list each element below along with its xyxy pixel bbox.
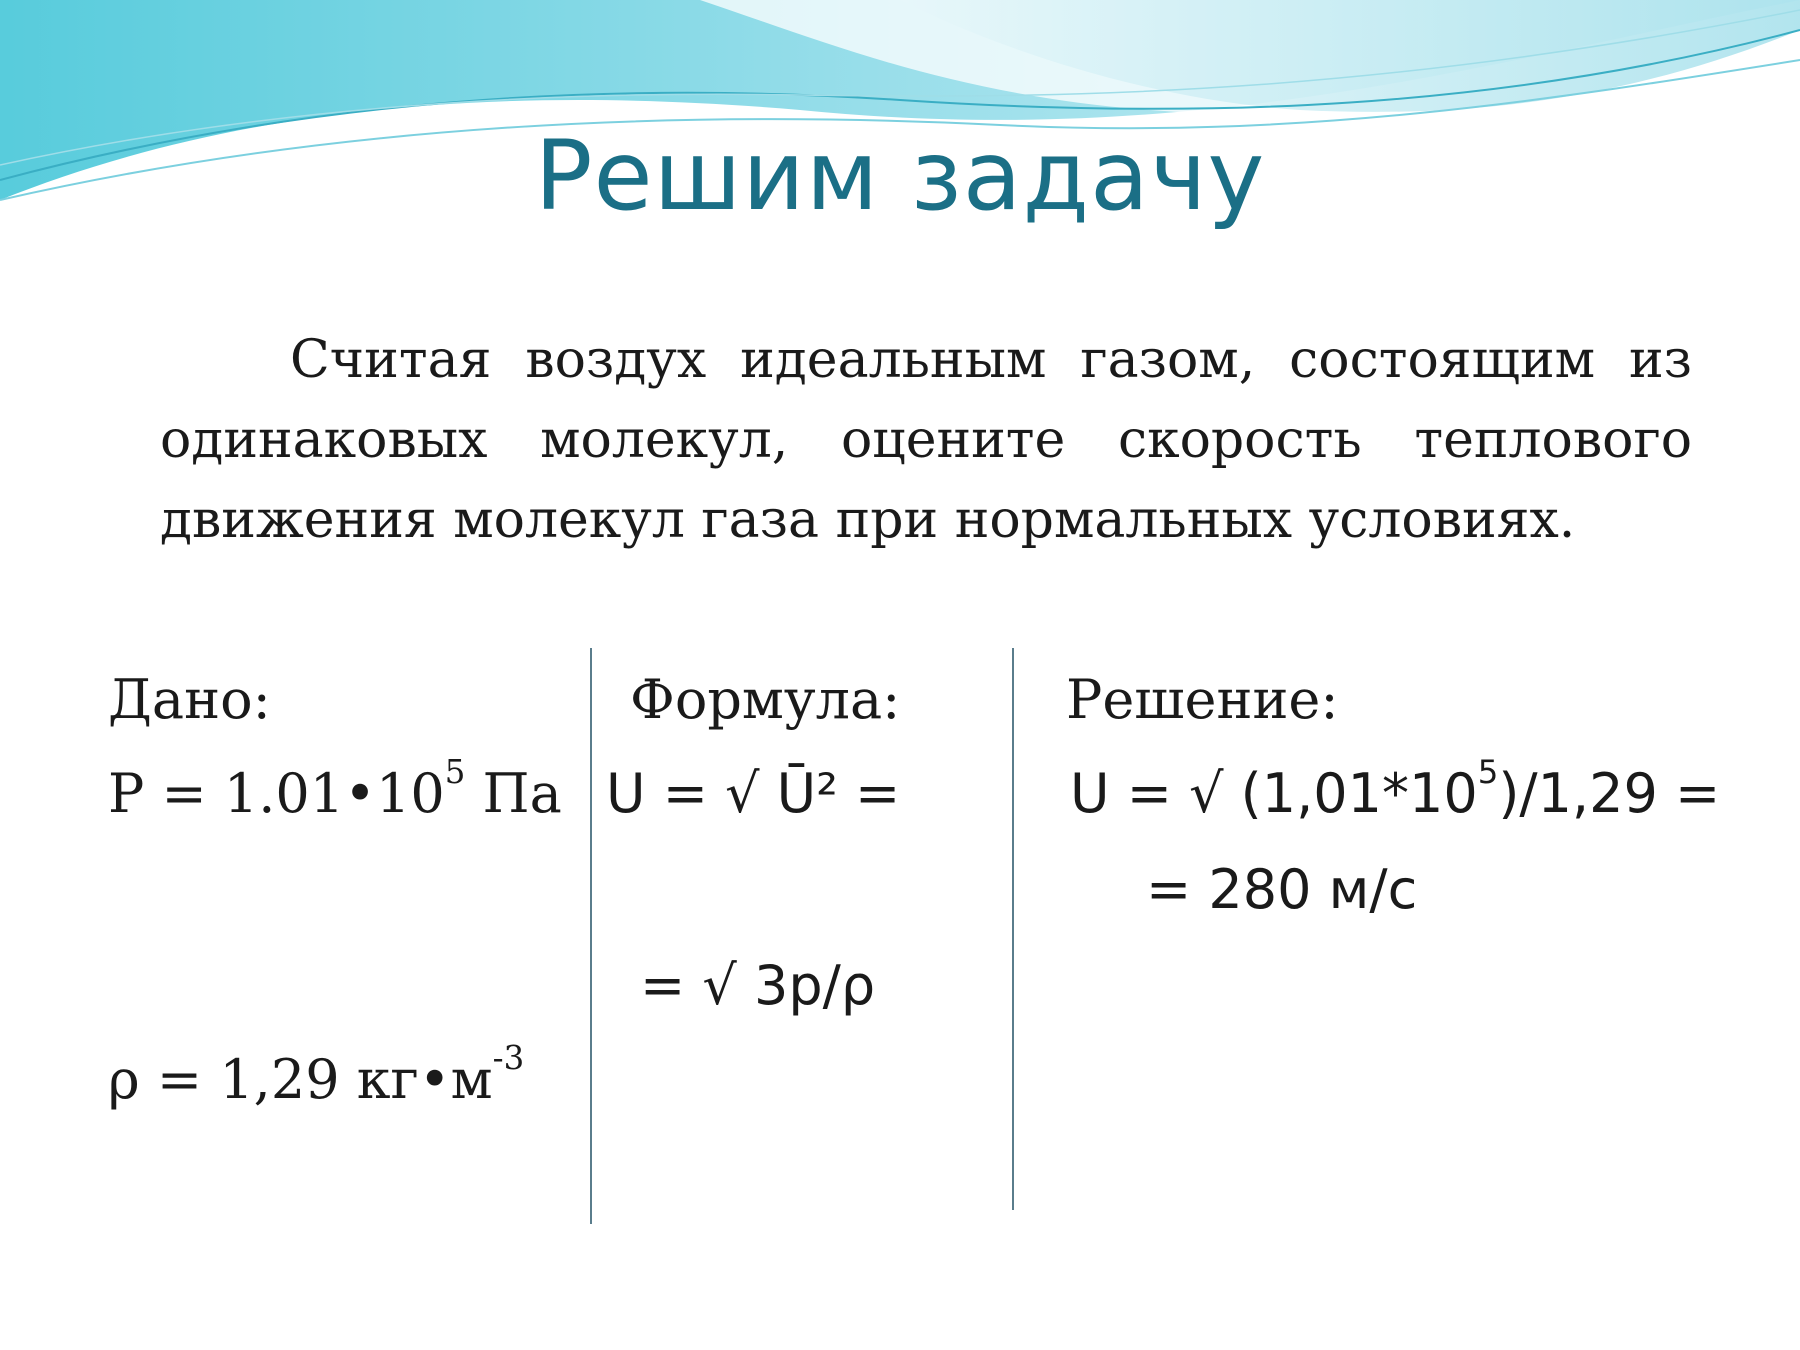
formula-line-2: = √ 3p/ρ xyxy=(640,954,876,1017)
given-pressure-base: P = 1.01•10 xyxy=(108,762,445,825)
column-divider-left xyxy=(590,648,592,1224)
column-divider-right xyxy=(1012,648,1014,1210)
slide-title: Решим задачу xyxy=(534,120,1266,232)
given-density-base: ρ = 1,29 кг•м xyxy=(108,1048,493,1111)
given-header: Дано: xyxy=(108,668,271,731)
formula-line-1: U = √ Ū² = xyxy=(606,762,901,825)
problem-statement: Считая воздух идеальным газом, состоящим из одинаковых молекул, оцените скорость теплового движения молекул газа при нормальных условиях. xyxy=(160,330,1692,550)
given-pressure-exponent: 5 xyxy=(444,752,466,791)
given-pressure-unit: Па xyxy=(465,762,562,825)
solution-line-1-tail: )/1,29 = xyxy=(1498,762,1721,825)
solution-line-1-exponent: 5 xyxy=(1477,752,1499,791)
solution-line-1 xyxy=(1070,752,1721,825)
formula-header: Формула: xyxy=(630,668,901,731)
given-density xyxy=(108,1038,525,1111)
solution-result: = 280 м/с xyxy=(1146,858,1418,921)
solution-header: Решение: xyxy=(1066,668,1339,731)
given-density-exponent: -3 xyxy=(492,1038,525,1077)
solution-line-1-base: U = √ (1,01*10 xyxy=(1070,762,1478,825)
given-pressure xyxy=(108,752,562,825)
